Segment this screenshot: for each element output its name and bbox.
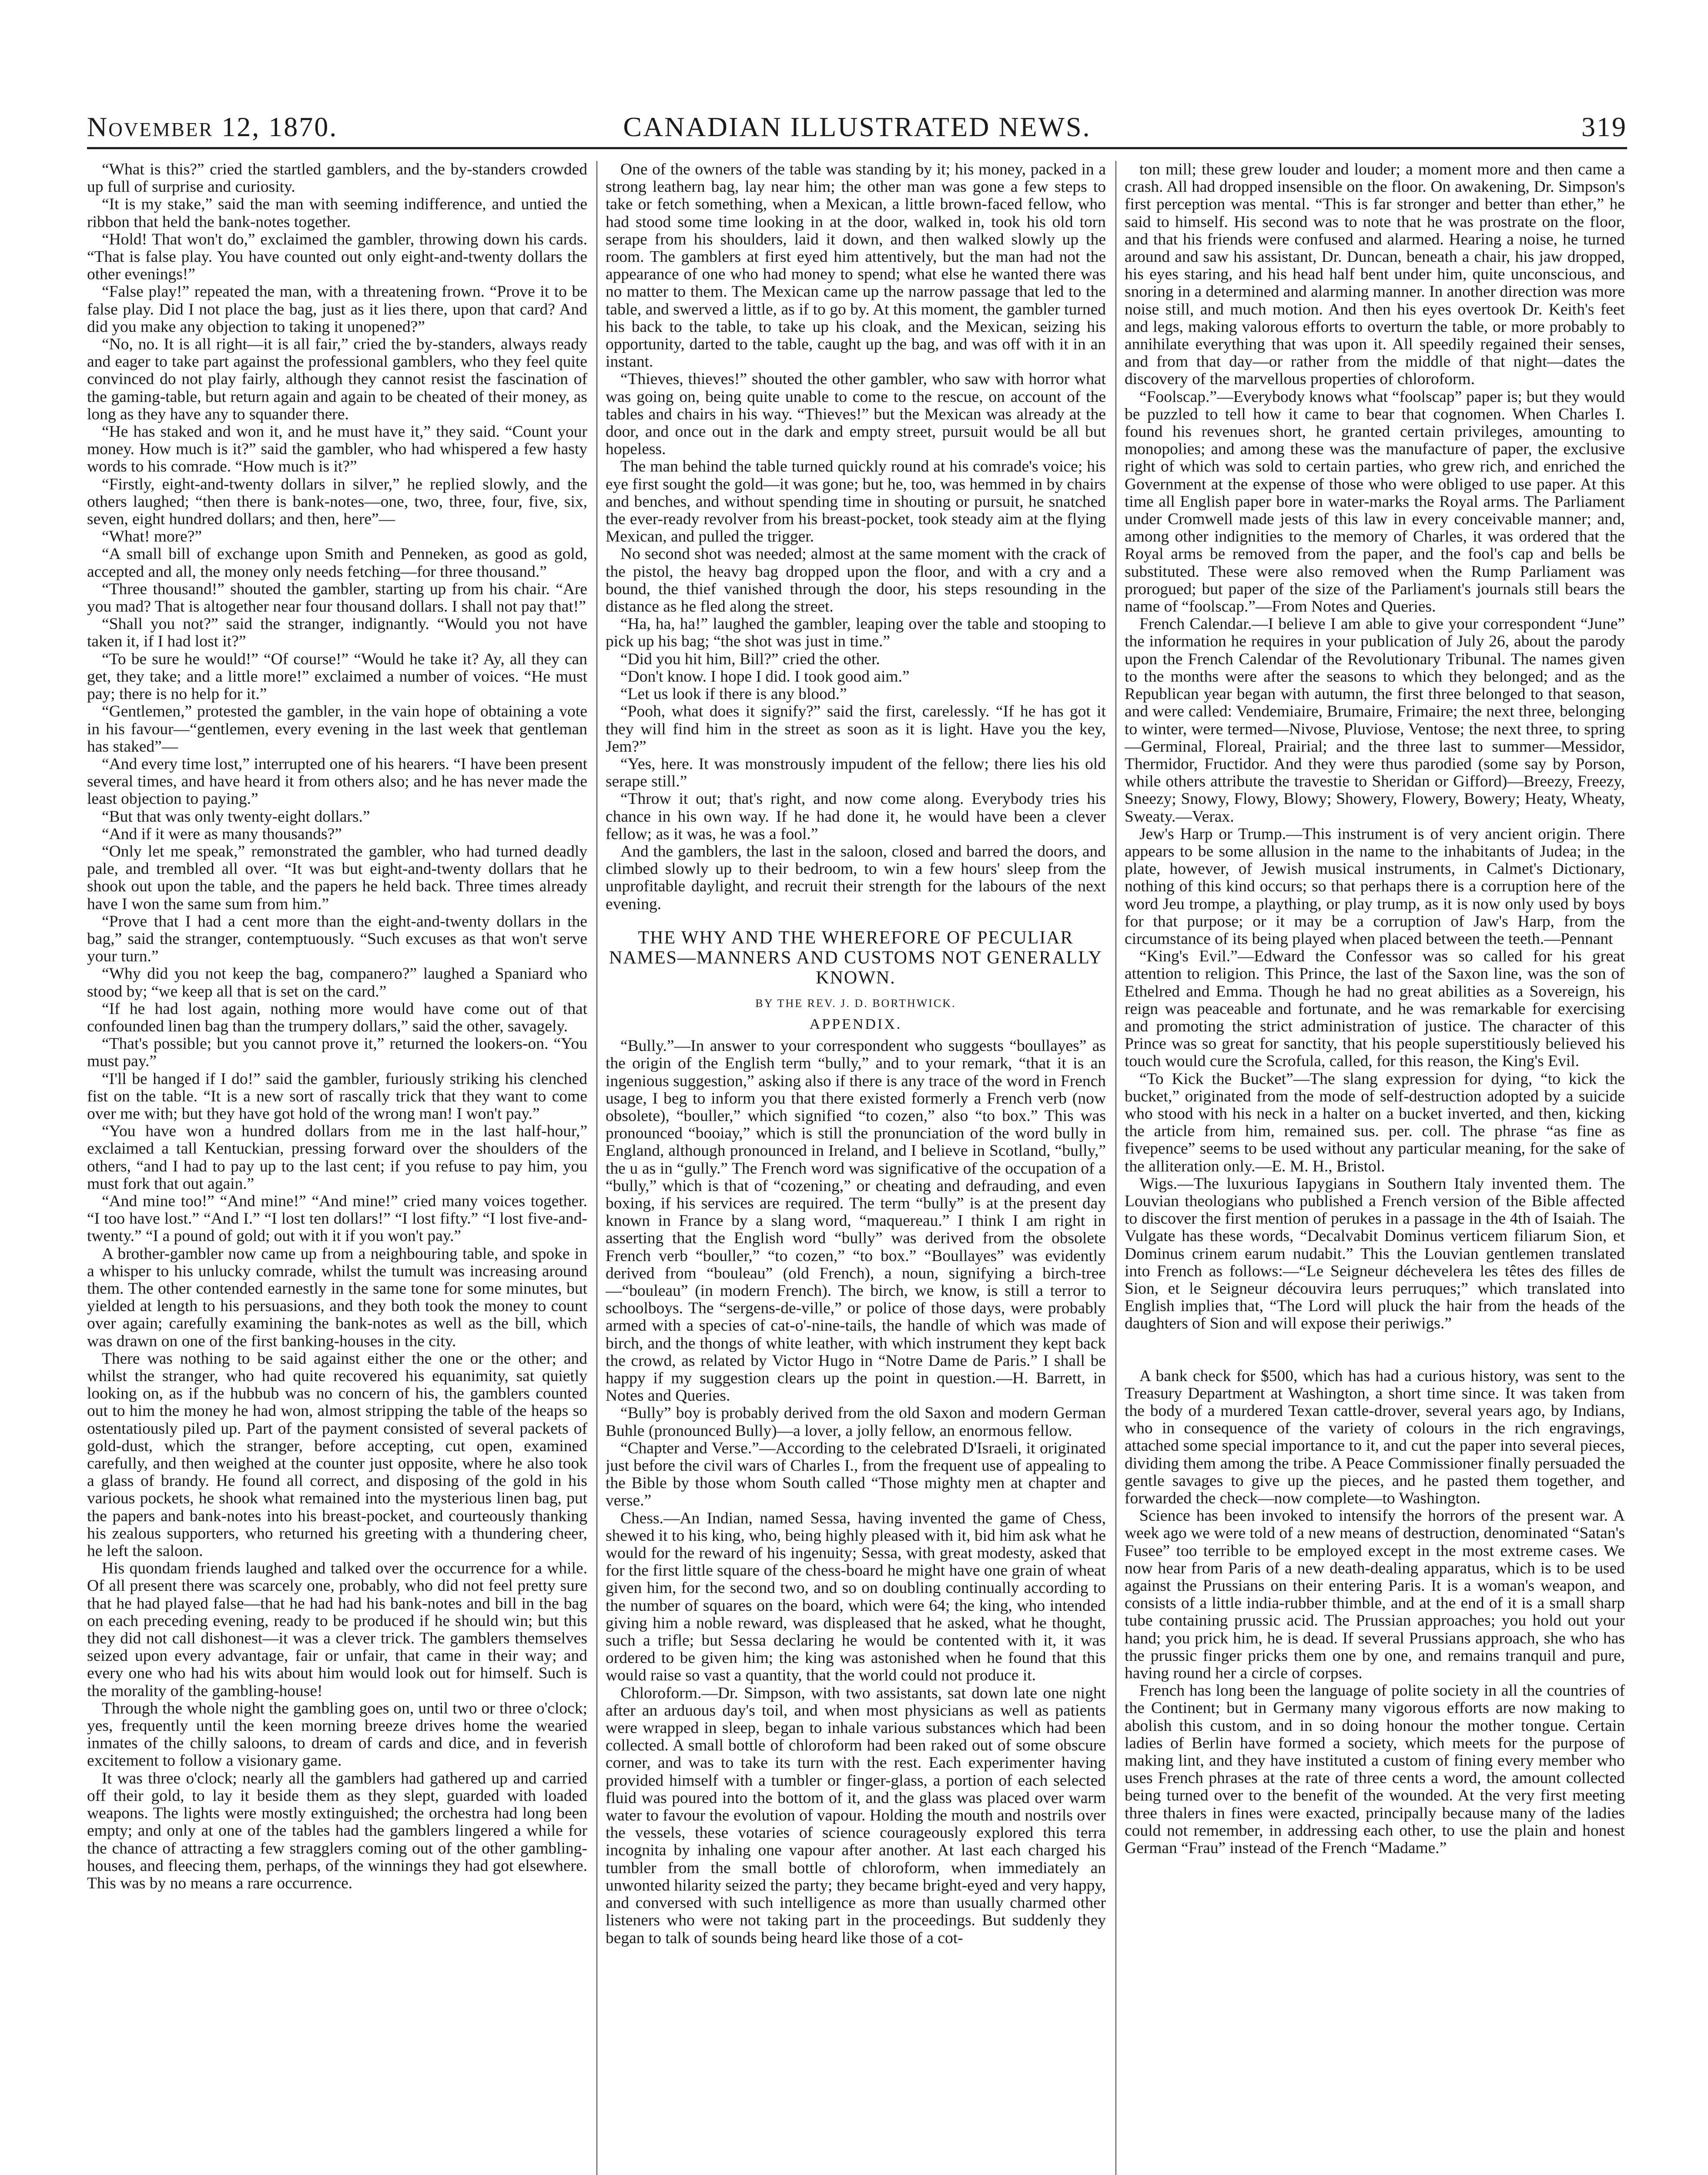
- paragraph: A bank check for $500, which has had a curious history, was sent to the Treasury Department at Washington, a short time since. It was taken from the body of a murdered Texan cattle-drover, several years ago, by Indians, who in consequence of the variety of colours in the rich engravings, attached some special importance to it, and cut the paper into several pieces, dividing them among the tribe. A Peace Commissioner finally persuaded the gentle savages to give up the pieces, and he pasted them together, and forwarded the check—now complete—to Washington.: [1125, 1367, 1625, 1508]
- paragraph: “You have won a hundred dollars from me in the last half-hour,” exclaimed a tall Kentuckian, pressing forward over the shoulders of the others, “and I had to pay up to the last cent; if you refuse to pay him, you must fork that out again.”: [87, 1122, 587, 1193]
- paragraph: The man behind the table turned quickly round at his comrade's voice; his eye first sought the gold—it was gone; but he, too, was hemmed in by chairs and benches, and without spending time in shouting or pursuit, he snatched the ever-ready revolver from his breast-pocket, took steady aim at the flying Mexican, and pulled the trigger.: [606, 458, 1106, 546]
- paragraph: “Only let me speak,” remonstrated the gambler, who had turned deadly pale, and trembled all over. “It was but eight-and-twenty dollars that he shook out upon the table, and the papers he held back. Three times already have I won the same sum from him.”: [87, 842, 587, 913]
- paragraph: “Yes, here. It was monstrously impudent of the fellow; there lies his old serape still.”: [606, 755, 1106, 791]
- paragraph: “To Kick the Bucket”—The slang expression for dying, “to kick the bucket,” originated from the mode of self-destruction adopted by a suicide who stood with his neck in a halter on a bucket inverted, and then, kicking the article from him, remained sus. per. coll. The phrase “as fine as fivepence” seems to be used without any particular meaning, for the sake of the alliteration only.—E. M. H., Bristol.: [1125, 1070, 1625, 1175]
- column-divider: [596, 161, 597, 2175]
- paragraph: “What! more?”: [102, 528, 202, 546]
- paragraph: “He has staked and won it, and he must have it,” they said. “Count your money. How much is it?” said the gambler, who had whispered a few hasty words to his comrade. “How much is it?”: [87, 423, 587, 476]
- column-3-news-items: [1125, 1368, 1625, 1857]
- paragraph: “Gentlemen,” protested the gambler, in the vain hope of obtaining a vote in his favour—“gentlemen, every evening in the last week that gentleman has staked”—: [87, 703, 587, 756]
- paragraph: “Foolscap.”—Everybody knows what “foolscap” paper is; but they would be puzzled to tell how it came to bear that cognomen. When Charles I. found his revenues short, he granted certain privileges, amounting to monopolies; and among these was the manufacture of paper, the exclusive right of which was sold to certain parties, who grew rich, and enriched the Government at the expense of those who were obliged to use paper. At this time all English paper bore in water-marks the Royal arms. The Parliament under Cromwell made jests of this law in every conceivable manner; and, among other indignities to the memory of Charles, it was ordered that the Royal arms be removed from the paper, and the fool's cap and bells be substituted. These were also removed when the Rump Parliament was prorogued; but paper of the size of the Parliament's journals still bears the name of “foolscap.”—From Notes and Queries.: [1125, 388, 1625, 616]
- paragraph: Chess.—An Indian, named Sessa, having invented the game of Chess, shewed it to his king, who, being highly pleased with it, bid him ask what he would for the reward of his ingenuity; Sessa, with great modesty, asked that for the first little square of the chess-board he might have one grain of wheat given him, for the second two, and so on doubling continually according to the number of squares on the board, which were 64; the king, who intended giving him a noble reward, was displeased that he asked, what he thought, such a trifle; but Sessa declaring he would be contented with it, it was ordered to be given him; the king was astonished when he found that this would raise so vast a quantity, that the world could not produce it.: [606, 1509, 1106, 1685]
- paragraph: “Shall you not?” said the stranger, indignantly. “Would you not have taken it, if I had lost it?”: [87, 615, 587, 651]
- paragraph: “A small bill of exchange upon Smith and Penneken, as good as gold, accepted and all, the money only needs fetching—for three thousand.”: [87, 545, 587, 581]
- paragraph: “Firstly, eight-and-twenty dollars in silver,” he replied slowly, and the others laughed; “then there is bank-notes—one, two, three, four, five, six, seven, eight hundred dollars; and then, here”—: [87, 475, 587, 529]
- paragraph: “Let us look if there is any blood.”: [620, 685, 847, 703]
- column-3-article-continued: [1125, 161, 1625, 1333]
- article-body: [606, 1037, 1106, 1947]
- paragraph: “Chapter and Verse.”—According to the celebrated D'Israeli, it originated just before the civil wars of Charles I., from the frequent use of appealing to the Bible by those whom South called “Those mighty men at chapter and verse.”: [606, 1439, 1106, 1510]
- paragraph: “Prove that I had a cent more than the eight-and-twenty dollars in the bag,” said the stranger, contemptuously. “Such excuses as that won't serve your turn.”: [87, 912, 587, 966]
- paragraph: French Calendar.—I believe I am able to give your correspondent “June” the information he requires in your publication of July 26, about the parody upon the French Calendar of the Revolutionary Tribunal. The names given to the months were after the seasons to which they belonged; and as the Republican year began with autumn, the first three belonged to that season, and were called: Vendemiaire, Brumaire, Frimaire; the next three, belonging to winter, were termed—Nivose, Pluviose, Ventose; the next three, to spring—Germinal, Floreal, Prairial; and the three last to summer—Messidor, Thermidor, Fructidor. And they were thus parodied (some say by Porson, while others attribute the travestie to Sheridan or Gifford)—Breezy, Freezy, Sneezy; Snowy, Flowy, Blowy; Showery, Flowery, Bowery; Heaty, Wheaty, Sweaty.—Verax.: [1125, 615, 1625, 826]
- article-byline: BY THE REV. J. D. BORTHWICK.: [755, 997, 956, 1010]
- section-break: [1125, 1333, 1625, 1368]
- paragraph: ton mill; these grew louder and louder; a moment more and then came a crash. All had dropped insensible on the floor. On awakening, Dr. Simpson's first perception was mental. “This is far stronger and better than ether,” he said to himself. His second was to note that he was prostrate on the floor, and that his friends were confused and alarmed. Hearing a noise, he turned around and saw his assistant, Dr. Duncan, beneath a chair, his jaw dropped, his eyes staring, and his head half bent under him, quite unconscious, and snoring in a determined and alarming manner. In another direction was more noise still, and much motion. And then his eyes overtook Dr. Keith's feet and legs, making valorous efforts to overturn the table, or more probably to annihilate everything that was upon it. All speedily regained their senses, and from that day—or rather from the middle of that night—dates the discovery of the marvellous properties of chloroform.: [1125, 161, 1625, 388]
- paragraph: “Ha, ha, ha!” laughed the gambler, leaping over the table and stooping to pick up his bag; “the shot was just in time.”: [606, 615, 1106, 651]
- masthead: [87, 111, 1627, 150]
- masthead-rule: [87, 147, 1627, 149]
- newspaper-title: CANADIAN ILLUSTRATED NEWS.: [623, 111, 1091, 142]
- paragraph: “Pooh, what does it signify?” said the first, carelessly. “If he has got it they will find him in the street as soon as it is light. Have you the key, Jem?”: [606, 703, 1106, 756]
- paragraph: It was three o'clock; nearly all the gamblers had gathered up and carried off their gold, to lay it beside them as they slept, guarded with loaded weapons. The lights were mostly extinguished; the orchestra had long been empty; and only at one of the tables had the gamblers lingered a while for the chance of attracting a few stragglers coming out of the other gambling-houses, and fleecing them, perhaps, of the winnings they had got elsewhere. This was by no means a rare occurrence.: [87, 1769, 587, 1892]
- paragraph: “Did you hit him, Bill?” cried the other.: [620, 650, 880, 668]
- paragraph: “Three thousand!” shouted the gambler, starting up from his chair. “Are you mad? That is altogether near four thousand dollars. I shall not pay that!”: [87, 580, 587, 616]
- paragraph: “Why did you not keep the bag, companero?” laughed a Spaniard who stood by; “we keep all that is set on the card.”: [87, 965, 587, 1000]
- column-1: [87, 161, 587, 2175]
- paragraph: Jew's Harp or Trump.—This instrument is of very ancient origin. There appears to be some allusion in the name to the inhabitants of Judea; in the plate, however, of Jewish musical instruments, in Calmet's Dictionary, nothing of this kind occurs; so that perhaps there is a corruption here of the word Jeu trompe, a plaything, or play trump, as it is now only used by boys for that purpose; or it may be a corruption of Jaw's Harp, from the circumstance of its being played when placed between the teeth.—Pennant: [1125, 825, 1625, 948]
- paragraph: “And every time lost,” interrupted one of his hearers. “I have been present several times, and have heard it from others also; and he has never made the least objection to paying.”: [87, 755, 587, 808]
- article-heading: [606, 928, 1106, 1033]
- paragraph: “To be sure he would!” “Of course!” “Would he take it? Ay, all they can get, they take; and a little more!” exclaimed a number of voices. “He must pay; there is no help for it.”: [87, 650, 587, 703]
- paragraph: “That's possible; but you cannot prove it,” returned the lookers-on. “You must pay.”: [87, 1035, 587, 1071]
- column-divider: [1115, 161, 1116, 2175]
- article-title: THE WHY AND THE WHEREFORE OF PECULIAR NAMES—MANNERS AND CUSTOMS NOT GENERALLY KNOWN.: [609, 927, 1102, 988]
- paragraph: No second shot was needed; almost at the same moment with the crack of the pistol, the heavy bag dropped upon the floor, and with a cry and a bound, the thief vanished through the door, his steps resounding in the distance as he fled along the street.: [606, 545, 1106, 616]
- paragraph: “False play!” repeated the man, with a threatening frown. “Prove it to be false play. Did I not place the bag, just as it lies there, upon that card? And did you make any objection to taking it unopened?”: [87, 283, 587, 336]
- paragraph: “I'll be hanged if I do!” said the gambler, furiously striking his clenched fist on the table. “It is a new sort of rascally trick that they want to come over me with; but they have got hold of the wrong man! I won't pay.”: [87, 1070, 587, 1123]
- column-2-story: [606, 161, 1106, 913]
- paragraph: French has long been the language of polite society in all the countries of the Continent; but in Germany many vigorous efforts are now making to abolish this custom, and in so doing honour the mother tongue. Certain ladies of Berlin have formed a society, which meets for the purpose of making lint, and they have instituted a custom of fining every member who uses French phrases at the rate of three cents a word, the amount collected being turned over to the benefit of the wounded. At the very first meeting three thalers in fines were exacted, principally because many of the ladies could not remember, in addressing each other, to use the plain and honest German “Frau” instead of the French “Madame.”: [1125, 1682, 1625, 1857]
- paragraph: “What is this?” cried the startled gamblers, and the by-standers crowded up full of surprise and curiosity.: [87, 161, 587, 196]
- paragraph: Wigs.—The luxurious Iapygians in Southern Italy invented them. The Louvian theologians who published a French version of the Bible affected to discover the first mention of perukes in a passage in the 4th of Isaiah. The Vulgate has these words, “Decalvabit Dominus verticem filiarum Sion, et Dominus crinem earum nudabit.” This the Louvian gentlemen translated into French as follows:—“Le Seigneur déchevelera les têtes des filles de Sion, et le Seigneur découvira leurs perruques;” which translated into English implies that, “The Lord will pluck the hair from the heads of the daughters of Sion and will expose their periwigs.”: [1125, 1174, 1625, 1333]
- paragraph: “But that was only twenty-eight dollars.”: [102, 807, 370, 826]
- paragraph: Chloroform.—Dr. Simpson, with two assistants, sat down late one night after an arduous day's toil, and when most physicians as well as patients were wrapped in sleep, began to inhale various substances which had been collected. A small bottle of chloroform had been raked out of some obscure corner, and was to take its turn with the rest. Each experimenter having provided himself with a tumbler or finger-glass, a portion of each selected fluid was poured into the bottom of it, and the glass was placed over warm water to favour the evolution of vapour. Holding the mouth and nostrils over the vessels, these votaries of science courageously explored this terra incognita by inhaling one vapour after another. At last each charged his tumbler from the small bottle of chloroform, when immediately an unwonted hilarity seized the party; they became bright-eyed and very happy, and conversed with such intelligence as more than usually charmed other listeners who were not taking part in the proceedings. But suddenly they began to talk of sounds being heard like those of a cot-: [606, 1684, 1106, 1947]
- article-appendix-heading: APPENDIX.: [809, 1016, 902, 1032]
- paragraph: “Bully” boy is probably derived from the old Saxon and modern German Buhle (pronounced Bully)—a lover, a jolly fellow, an enormous fellow.: [606, 1404, 1106, 1440]
- paragraph: There was nothing to be said against either the one or the other; and whilst the stranger, who had quite recovered his equanimity, sat quietly looking on, as if the hubbub was no concern of his, the gamblers counted out to him the money he had won, almost stripping the table of the heaps so ostentatiously piled up. Part of the payment consisted of several packets of gold-dust, which the stranger, before accepting, cut open, examined carefully, and then weighed at the counter just opposite, where he also took a glass of brandy. He found all correct, and disposing of the gold in his various pockets, he shook what remained into the mysterious linen bag, put the papers and bank-notes into his breast-pocket, and courteously thanking his zealous supporters, who returned his greeting with a thundering cheer, he left the saloon.: [87, 1349, 587, 1560]
- paragraph: His quondam friends laughed and talked over the occurrence for a while. Of all present there was scarcely one, probably, who did not feel pretty sure that he had played false—that he had had his bank-notes and bill in the bag on each preceding evening, ready to be produced if he should win; but this they did not call dishonest—it was a clever trick. The gamblers themselves seized upon every advantage, fair or unfair, that came in their way; and every one who had his wits about him would look out for himself. Such is the morality of the gambling-house!: [87, 1559, 587, 1700]
- paragraph: “If he had lost again, nothing more would have come out of that confounded linen bag than the trumpery dollars,” said the other, savagely.: [87, 1000, 587, 1035]
- paragraph: A brother-gambler now came up from a neighbouring table, and spoke in a whisper to his unlucky comrade, whilst the tumult was increasing around them. The other contended earnestly in the same tone for some minutes, but yielded at length to his persuasions, and they both took the money to count over again; carefully examining the bank-notes as well as the bill, which was drawn on one of the first banking-houses in the city.: [87, 1245, 587, 1350]
- paragraph: One of the owners of the table was standing by it; his money, packed in a strong leathern bag, lay near him; the other man was gone a few steps to take or fetch something, when a Mexican, a little brown-faced fellow, who had stood some time looking in at the door, walked in, took his old torn serape from his shoulders, laid it down, and then walked slowly up the room. The gamblers at first eyed him attentively, but the man had not the appearance of one who had money to spend; what else he wanted there was no matter to them. The Mexican came up the narrow passage that led to the table, and swerved a little, as if to go by. At this moment, the gambler turned his back to the table, to take up his cloak, and the Mexican, seizing his opportunity, darted to the table, caught up the bag, and was off with it in an instant.: [606, 161, 1106, 371]
- paragraph: And the gamblers, the last in the saloon, closed and barred the doors, and climbed slowly up to their bedroom, to win a few hours' sleep from the unprofitable daylight, and recruit their strength for the labours of the next evening.: [606, 842, 1106, 913]
- issue-date: November 12, 1870.: [87, 111, 338, 142]
- paragraph: “Hold! That won't do,” exclaimed the gambler, throwing down his cards. “That is false play. You have counted out only eight-and-twenty dollars the other evenings!”: [87, 230, 587, 284]
- paragraph: “Throw it out; that's right, and now come along. Everybody tries his chance in his own way. If he had done it, he would have been a clever fellow; as it was, he was a fool.”: [606, 790, 1106, 843]
- paragraph: “And if it were as many thousands?”: [102, 825, 342, 843]
- column-2: [606, 161, 1106, 2175]
- column-3: [1125, 161, 1625, 2175]
- paragraph: “Don't know. I hope I did. I took good aim.”: [620, 667, 910, 686]
- paragraph: “It is my stake,” said the man with seeming indifference, and untied the ribbon that held the bank-notes together.: [87, 195, 587, 231]
- paragraph: “Bully.”—In answer to your correspondent who suggests “boullayes” as the origin of the English term “bully,” and to your remark, “that it is an ingenious suggestion,” asking also if there is any trace of the word in French usage, I beg to inform you that there existed formerly a French verb (now obsolete), “bouller,” which signified “to cozen,” also “to box.” This was pronounced “booiay,” which is still the pronunciation of the word bully in England, although pronounced in Ireland, and I believe in Scotland, “bully,” the u as in “gully.” The French word was significative of the occupation of a “bully,” which is that of “cozening,” or cheating and defrauding, and even boxing, if his services are required. The term “bully” is at the present day known in France by a slang word, “maquereau.” I think I am right in asserting that the English word “bully” was derived from the obsolete French verb “bouller,” “to cozen,” “to box.” “Boullayes” was evidently derived from “bouleau” (old French), a noun, signifying a birch-tree—“bouleau” (in modern French). The birch, we know, is still a terror to schoolboys. The “sergens-de-ville,” or police of those days, were probably armed with a species of cat-o'-nine-tails, the handle of which was made of birch, and the thongs of white leather, with which instrument they kept back the crowd, as related by Victor Hugo in “Notre Dame de Paris.” I shall be happy if my suggestion clears up the point in question.—H. Barrett, in Notes and Queries.: [606, 1037, 1106, 1405]
- paragraph: “No, no. It is all right—it is all fair,” cried the by-standers, always ready and eager to take part against the professional gamblers, who they feel quite convinced do not play fairly, although they cannot resist the fascination of the gaming-table, but return again and again to be cheated of their money, as long as they have any to squander there.: [87, 335, 587, 423]
- paragraph: Through the whole night the gambling goes on, until two or three o'clock; yes, frequently until the keen morning breeze drives home the wearied inmates of the chilly saloons, to dream of cards and dice, and in feverish excitement to follow a visionary game.: [87, 1699, 587, 1770]
- paragraph: Science has been invoked to intensify the horrors of the present war. A week ago we were told of a new means of destruction, denominated “Satan's Fusee” too terrible to be employed except in the most extreme cases. We now hear from Paris of a new death-dealing apparatus, which is to be used against the Prussians on their entering Paris. It is a woman's weapon, and consists of a little india-rubber thimble, and at the end of it is a small sharp tube containing prussic acid. The Prussian approaches; you hold out your hand; you prick him, he is dead. If several Prussians approach, she who has the prussic finger pricks them one by one, and remains tranquil and pure, having round her a circle of corpses.: [1125, 1507, 1625, 1683]
- page-number: 319: [1581, 111, 1627, 142]
- paragraph: “And mine too!” “And mine!” “And mine!” cried many voices together. “I too have lost.” “And I.” “I lost ten dollars!” “I lost fifty.” “I lost five-and-twenty.” “I a pound of gold; out with it if you won't pay.”: [87, 1192, 587, 1245]
- paragraph: “King's Evil.”—Edward the Confessor was so called for his great attention to religion. This Prince, the last of the Saxon line, was the son of Ethelred and Emma. Though he had no great abilities as a Sovereign, his reign was peaceable and fortunate, and he was remarkable for exercising and promoting the strict administration of justice. The character of this Prince was so great for sanctity, that his people superstitiously believed his touch would cure the Scrofula, called, for this reason, the King's Evil.: [1125, 947, 1625, 1071]
- paragraph: “Thieves, thieves!” shouted the other gambler, who saw with horror what was going on, being quite unable to come to the rescue, on account of the tables and chairs in his way. “Thieves!” but the Mexican was already at the door, and once out in the dark and empty street, pursuit would be all but hopeless.: [606, 370, 1106, 458]
